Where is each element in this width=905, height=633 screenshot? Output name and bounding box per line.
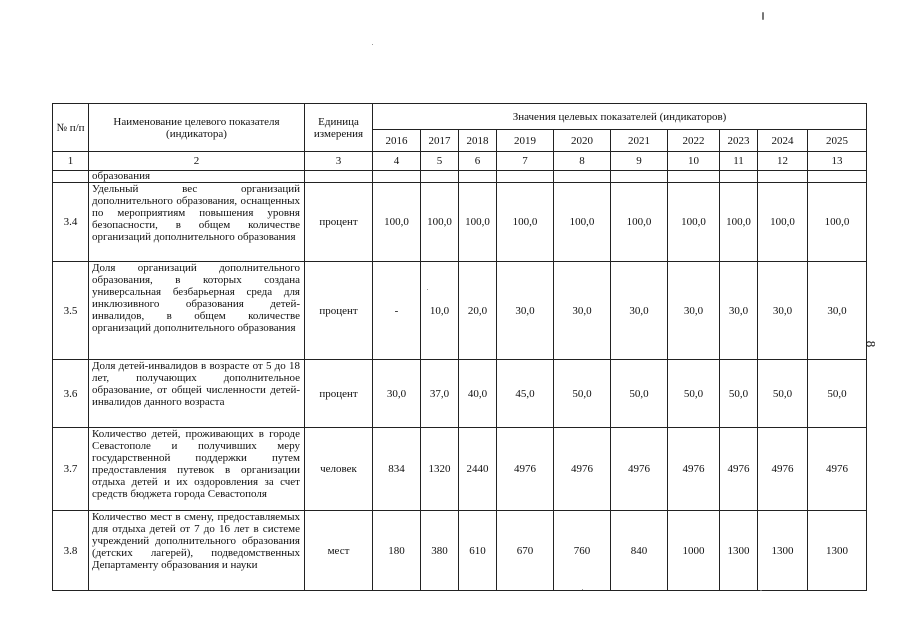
column-number: 11	[720, 152, 758, 171]
unit-cell: мест	[305, 511, 373, 591]
column-number: 6	[459, 152, 497, 171]
header-values-title: Значения целевых показателей (индикаторов)	[373, 104, 867, 130]
value-cell: 4976	[668, 428, 720, 511]
unit-cell: процент	[305, 183, 373, 262]
value-cell: 100,0	[554, 183, 611, 262]
row-number: 3.5	[53, 262, 89, 360]
indicator-name: Количество детей, проживающих в городе Севастополе и получивших меру государственной поддержки путем предоставления путевок в организации отдыха детей и их оздоровления за счет средств бюджета города Севастополя	[89, 428, 305, 511]
row-number: 3.4	[53, 183, 89, 262]
value-cell: 100,0	[808, 183, 867, 262]
column-number: 3	[305, 152, 373, 171]
value-cell: 50,0	[720, 360, 758, 428]
value-cell: -	[373, 262, 421, 360]
column-number: 2	[89, 152, 305, 171]
unit-cell: процент	[305, 262, 373, 360]
indicator-name: Количество мест в смену, предоставляемых для отдыха детей от 7 до 16 лет в системе учреждений дополнительного образования (детских лагерей), подведомственных Департаменту образования и науки	[89, 511, 305, 591]
value-cell: 4976	[808, 428, 867, 511]
page-number: 8	[863, 340, 879, 348]
value-cell: 30,0	[497, 262, 554, 360]
header-year: 2023	[720, 130, 758, 152]
value-cell: 45,0	[497, 360, 554, 428]
value-cell: 1000	[668, 511, 720, 591]
value-cell: 760	[554, 511, 611, 591]
value-cell: 40,0	[459, 360, 497, 428]
value-cell: 100,0	[668, 183, 720, 262]
header-row-1	[53, 104, 867, 130]
value-cell: 4976	[758, 428, 808, 511]
value-cell: 1300	[720, 511, 758, 591]
value-cell: 30,0	[668, 262, 720, 360]
header-year: 2018	[459, 130, 497, 152]
value-cell: 10,0	[421, 262, 459, 360]
header-year: 2022	[668, 130, 720, 152]
value-cell: 50,0	[808, 360, 867, 428]
scan-speck	[372, 44, 373, 45]
header-year: 2025	[808, 130, 867, 152]
column-number: 5	[421, 152, 459, 171]
table-row	[53, 511, 867, 591]
value-cell: 380	[421, 511, 459, 591]
indicator-name: Доля детей-инвалидов в возрасте от 5 до 18 лет, получающих дополнительное образование, от общей численности детей-инвалидов данного возраста	[89, 360, 305, 428]
value-cell: 4976	[611, 428, 668, 511]
scan-speck	[582, 589, 583, 590]
table-row	[53, 183, 867, 262]
value-cell: 100,0	[720, 183, 758, 262]
value-cell: 1300	[758, 511, 808, 591]
row-number: 3.6	[53, 360, 89, 428]
value-cell: 100,0	[373, 183, 421, 262]
value-cell: 100,0	[611, 183, 668, 262]
indicators-table	[52, 103, 867, 591]
header-num: № п/п	[53, 104, 89, 152]
value-cell: 100,0	[497, 183, 554, 262]
header-year: 2024	[758, 130, 808, 152]
scan-speck	[760, 590, 762, 591]
header-year: 2016	[373, 130, 421, 152]
value-cell: 30,0	[720, 262, 758, 360]
value-cell: 610	[459, 511, 497, 591]
value-cell: 20,0	[459, 262, 497, 360]
header-name: Наименование целевого показателя (индикатора)	[89, 104, 305, 152]
scan-speck	[427, 289, 428, 290]
header-year: 2019	[497, 130, 554, 152]
value-cell: 50,0	[668, 360, 720, 428]
unit-cell: человек	[305, 428, 373, 511]
value-cell: 30,0	[758, 262, 808, 360]
value-cell: 670	[497, 511, 554, 591]
value-cell: 30,0	[808, 262, 867, 360]
indicator-name: Доля организаций дополнительного образования, в которых создана универсальная безбарьерная среда для инклюзивного образования детей-инвалидов, в общем количестве организаций дополнительного образования	[89, 262, 305, 360]
column-number: 4	[373, 152, 421, 171]
column-number: 13	[808, 152, 867, 171]
value-cell: 180	[373, 511, 421, 591]
value-cell: 4976	[497, 428, 554, 511]
value-cell: 37,0	[421, 360, 459, 428]
row-number: 3.7	[53, 428, 89, 511]
table-row	[53, 428, 867, 511]
value-cell: 100,0	[459, 183, 497, 262]
value-cell: 50,0	[554, 360, 611, 428]
value-cell: 100,0	[421, 183, 459, 262]
header-year: 2021	[611, 130, 668, 152]
column-number: 12	[758, 152, 808, 171]
value-cell: 30,0	[554, 262, 611, 360]
table-row	[53, 360, 867, 428]
value-cell: 50,0	[611, 360, 668, 428]
column-number: 10	[668, 152, 720, 171]
value-cell: 1320	[421, 428, 459, 511]
column-numbers-row	[53, 152, 867, 171]
column-number: 1	[53, 152, 89, 171]
column-number: 8	[554, 152, 611, 171]
value-cell: 2440	[459, 428, 497, 511]
row-number: 3.8	[53, 511, 89, 591]
value-cell: 4976	[554, 428, 611, 511]
value-cell: 4976	[720, 428, 758, 511]
unit-cell: процент	[305, 360, 373, 428]
continuation-row	[53, 171, 867, 183]
column-number: 9	[611, 152, 668, 171]
value-cell: 840	[611, 511, 668, 591]
table-row	[53, 262, 867, 360]
header-unit: Единица измерения	[305, 104, 373, 152]
header-year: 2020	[554, 130, 611, 152]
value-cell: 1300	[808, 511, 867, 591]
indicator-name: Удельный вес организаций дополнительного образования, оснащенных по мероприятиям повышения уровня безопасности, в общем количестве организаций дополнительного образования	[89, 183, 305, 262]
value-cell: 30,0	[611, 262, 668, 360]
value-cell: 30,0	[373, 360, 421, 428]
column-number: 7	[497, 152, 554, 171]
header-year: 2017	[421, 130, 459, 152]
value-cell: 50,0	[758, 360, 808, 428]
continuation-text: образования	[89, 171, 305, 183]
value-cell: 100,0	[758, 183, 808, 262]
scan-speck	[762, 12, 764, 20]
value-cell: 834	[373, 428, 421, 511]
